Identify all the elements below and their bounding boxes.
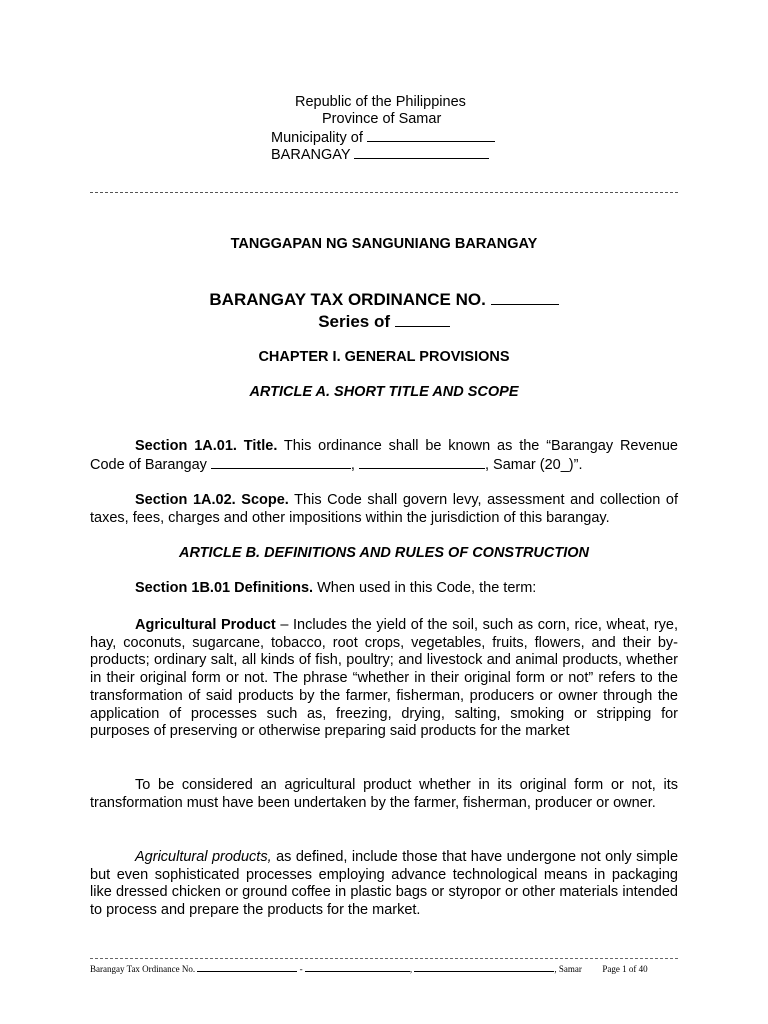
barangay-blank [354,146,489,159]
agri-paragraph-2 [90,777,678,812]
ordinance-series-text: Series of [318,312,391,331]
ordinance-series [0,312,768,332]
series-blank [395,312,450,327]
agri-term: Agricultural Product [135,617,276,633]
footer-samar: , Samar [554,964,582,974]
section-defs-text: When used in this Code, the term: [313,580,537,596]
footer-blank-1 [197,964,297,972]
section-title-text1: This ordinance shall be known as the “Barangay Revenue Code of Barangay [90,438,678,473]
page-number: Page 1 of 40 [602,964,648,974]
header-province: Province of Samar [322,111,442,127]
section-title-label: Section 1A.01. Title. [135,438,278,454]
header-country: Republic of the Philippines [295,94,466,110]
municipality-name-blank [359,456,485,469]
footer-comma: , [409,964,413,974]
page-footer [90,964,678,974]
agri-paragraph-3 [90,849,678,920]
header-municipality [271,129,495,148]
barangay-name-blank [211,456,351,469]
section-title-text2: , Samar (20_)”. [484,456,583,473]
ordinance-no-blank [491,290,559,305]
section-title-paragraph [90,438,678,474]
chapter-heading: CHAPTER I. GENERAL PROVISIONS [258,349,510,365]
section-title-sep: , [350,456,359,473]
footer-dash: - [299,964,303,974]
ordinance-title-text: BARANGAY TAX ORDINANCE NO. [209,290,486,309]
ordinance-title [0,290,768,310]
section-scope-text: This Code shall govern levy, assessment and collection of taxes, fees, charges and other impositions within the jurisdiction of this barangay. [90,492,679,526]
barangay-label: BARANGAY [271,147,351,163]
footer-blank-3 [414,964,554,972]
agri-def-text: – Includes the yield of the soil, such as corn, rice, wheat, rye, hay, coconuts, sugarcane, tobacco, root crops, vegetables, fruits, flowers, and their by-products; ordinary salt, all kinds of fish, poultry; and livestock and animal products, whether in their original form or not. The phrase “whether in their original form or not” refers to the transformation of said products by the farmer, fisherman, producers or owner through the application of processes such as, freezing, drying, salting, smoking or stripping for purposes of preserving or otherwise preparing said products for the market [90,617,678,740]
section-scope-label: Section 1A.02. Scope. [135,492,289,508]
agri-para3-term: Agricultural products, [135,849,272,865]
office-title: TANGGAPAN NG SANGUNIANG BARANGAY [230,236,538,252]
footer-ordinance-label: Barangay Tax Ordinance No. [90,964,196,974]
agri-definition-paragraph [90,617,678,741]
agri-para2-text: To be considered an agricultural product whether in its original form or not, its transformation must have been undertaken by the farmer, fisherman, producer or owner. [90,777,678,811]
section-defs-label: Section 1B.01 Definitions. [135,580,314,596]
article-a-heading: ARTICLE A. SHORT TITLE AND SCOPE [249,384,519,400]
footer-divider [90,958,678,959]
section-defs-paragraph [90,580,678,598]
header-divider [90,192,678,193]
agri-para3-text: as defined, include those that have undergone not only simple but even sophisticated processes employing advance technological means in packaging like dressed chicken or ground coffee in plastic bags or styropor or other materials intended to process and prepare the products for the market. [90,849,679,919]
municipality-label: Municipality of [271,130,363,146]
section-scope-paragraph [90,492,678,527]
municipality-blank [367,129,495,142]
footer-blank-2 [305,964,413,974]
header-barangay [271,146,489,165]
article-b-heading: ARTICLE B. DEFINITIONS AND RULES OF CONSTRUCTION [178,545,590,561]
